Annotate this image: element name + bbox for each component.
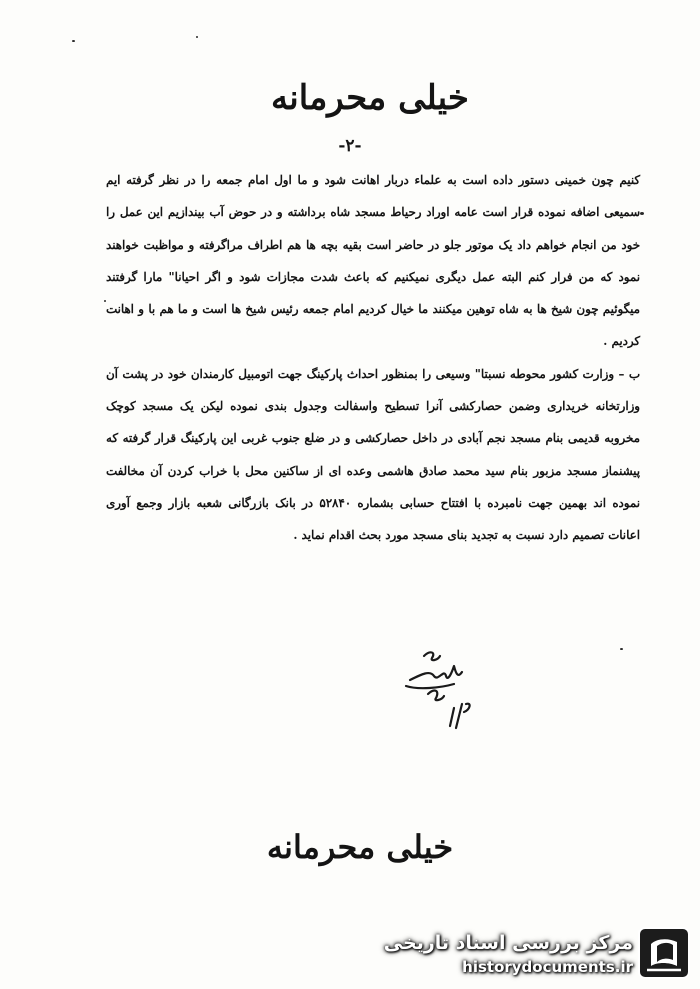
page-number: -۲-	[338, 136, 362, 156]
classification-heading-bottom: خیلی محرمانه	[266, 828, 454, 866]
handwritten-signature	[400, 646, 490, 732]
scan-speck	[72, 40, 75, 42]
scan-speck	[620, 648, 623, 650]
archive-watermark	[383, 924, 695, 984]
watermark-title: مرکز بررسی اسناد تاریخی	[383, 932, 633, 954]
scan-speck	[196, 36, 198, 38]
document-body	[106, 164, 640, 552]
paragraph-a: کنیم چون خمینی دستور داده است به علماء دربار اهانت شود و ما اول امام جمعه را در نظر گرفته ایم سمیعی اضافه نموده قرار است عامه اوراد رحیاط مسجد شاه برداشته و در حوض آب بیندازیم این عمل را خود من انجام خواهم داد یک موتور جلو در حاضر است بقیه بچه ها هم اطراف مراگرفته و مواظبت خواهند نمود که من فرار کنم البته عمل دیگری نمیکنیم که باعث شدت مجازات شود و اگر احیانا" مارا گرفتند میگوئیم چون شیخ ها به شاه توهین میکنند ما خیال کردیم امام جمعه رئیس شیخ ها است و ما هم با و اهانت کردیم .	[106, 173, 640, 349]
signature-scribble-icon	[400, 646, 490, 732]
classification-heading-top: خیلی محرمانه	[271, 78, 469, 118]
scan-speck	[640, 212, 644, 215]
paragraph-b: ب – وزارت کشور محوطه نسبتا" وسیعی را بمنظور احداث پارکینگ جهت اتومبیل کارمندان خود در پشت آن وزارتخانه خریداری وضمن حصارکشی آنرا تسطیح واسفالت وجدول بندی نموده لیکن یک مسجد کوچک مخروبه قدیمی بنام مسجد نجم آبادی در داخل حصارکشی و در ضلع جنوب غربی این پارکینگ قرار گرفته که پیشنماز مسجد مزبور بنام سید محمد صادق هاشمی وعده ای از ساکنین محل با خراب کردن آن مخالفت نموده اند بهمین جهت نامبرده با افتتاح حسابی بشماره ۵۲۸۴۰ در بانک بازرگانی شعبه بازار وجمع آوری اعانات تصمیم دارد نسبت به تجدید بنای مسجد مورد بحث اقدام نماید .	[106, 366, 640, 543]
archive-logo-icon	[637, 926, 691, 980]
watermark-url: historydocuments.ir	[462, 958, 633, 976]
